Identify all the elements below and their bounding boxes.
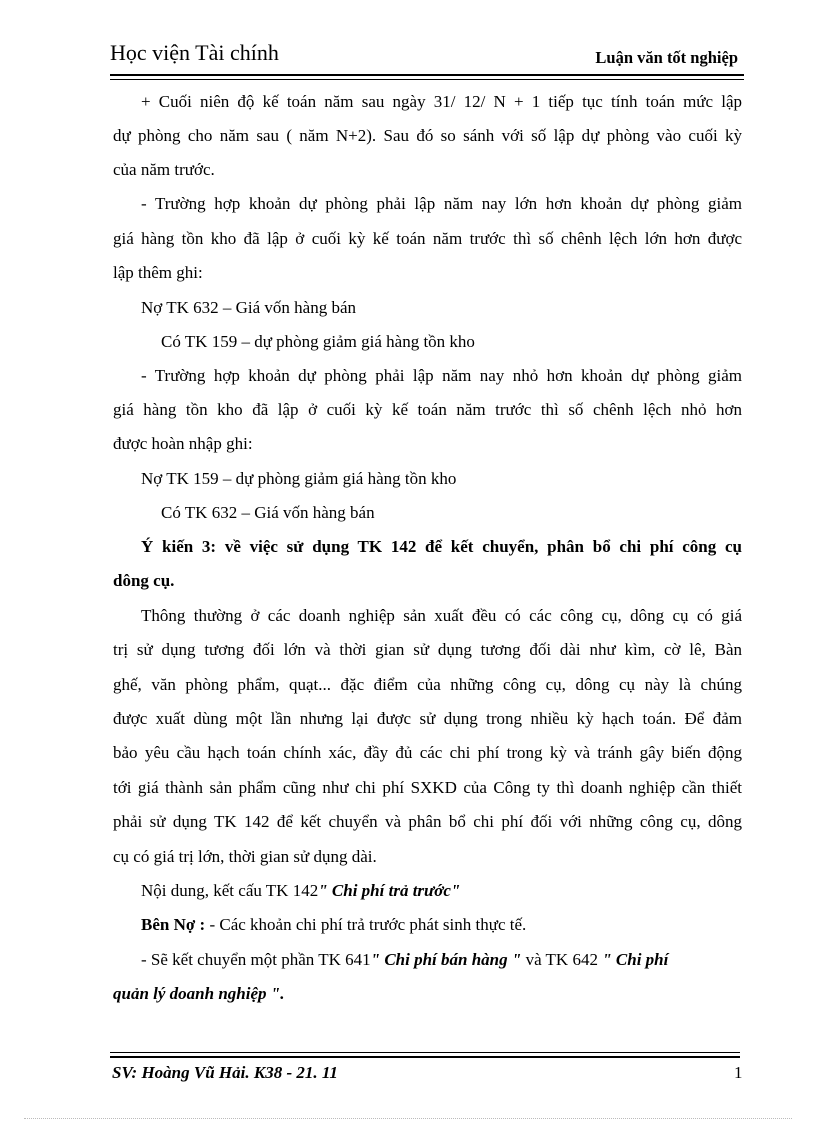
account-name: " Chi phí trả trước": [318, 881, 461, 900]
account-structure-line: [141, 879, 770, 903]
paragraph-line: + Cuối niên độ kế toán năm sau ngày 31/ 12/ N + 1 tiếp tục tính toán mức lập: [141, 92, 742, 111]
paragraph-line: giá hàng tồn kho đã lập ở cuối kỳ kế toán năm trước thì số chênh lệch lớn hơn được: [113, 229, 742, 248]
transfer-text: - Sẽ kết chuyển một phần TK 641: [141, 950, 371, 969]
debit-side-line: [141, 913, 770, 937]
page-edge-divider: [24, 1118, 792, 1119]
paragraph-line: được hoàn nhập ghi:: [113, 434, 253, 453]
section-heading-cont: dông cụ.: [113, 571, 175, 590]
journal-entry-debit: Nợ TK 159 – dự phòng giảm giá hàng tồn kho: [141, 469, 457, 488]
paragraph-line: - Trường hợp khoản dự phòng phải lập năm nay nhỏ hơn khoản dự phòng giảm: [141, 366, 742, 385]
page-number: 1: [734, 1063, 743, 1082]
transfer-line: [141, 948, 742, 972]
journal-entry-debit: Nợ TK 632 – Giá vốn hàng bán: [141, 298, 357, 317]
footer-rule-thin: [110, 1052, 740, 1053]
journal-entry-credit: Có TK 159 – dự phòng giảm giá hàng tồn kho: [161, 332, 475, 351]
paragraph-line: ghế, văn phòng phẩm, quạt... đặc điểm của những công cụ, dông cụ này là chúng: [113, 675, 742, 694]
paragraph-line: phải sử dụng TK 142 để kết chuyển và phân bổ chi phí đối với những công cụ, dông: [113, 812, 742, 831]
paragraph-line: Thông thường ở các doanh nghiệp sản xuất đều có các công cụ, dông cụ có giá: [141, 606, 742, 625]
section-heading: Ý kiến 3: về việc sử dụng TK 142 để kết chuyển, phân bổ chi phí công cụ: [141, 537, 742, 556]
paragraph-line: giá hàng tồn kho đã lập ở cuối kỳ kế toán năm trước thì số chênh lệch nhỏ hơn: [113, 400, 742, 419]
header-document-type: Luận văn tốt nghiệp: [595, 48, 738, 67]
header-rule-thin: [110, 79, 744, 80]
paragraph-line: được xuất dùng một lần nhưng lại được sử dụng trong nhiều kỳ hạch toán. Để đảm: [113, 709, 742, 728]
account-641-name: " Chi phí bán hàng ": [370, 950, 522, 969]
paragraph-line: dự phòng cho năm sau ( năm N+2). Sau đó so sánh với số lập dự phòng vào cuối kỳ: [113, 126, 742, 145]
account-642-name-cont: quản lý doanh nghiệp ".: [113, 984, 285, 1003]
paragraph-line: lập thêm ghi:: [113, 263, 203, 282]
paragraph-line: tới giá thành sản phẩm cũng như chi phí SXKD của Công ty thì doanh nghiệp cần thiết: [113, 778, 742, 797]
header-row: [110, 40, 742, 72]
paragraph-line: trị sử dụng tương đối lớn và thời gian sử dụng tương đối dài như kìm, cờ lê, Bàn: [113, 640, 742, 659]
transfer-and-text: và TK 642: [521, 950, 603, 969]
debit-side-label: Bên Nợ :: [141, 915, 206, 934]
account-642-name: " Chi phí: [602, 950, 669, 969]
account-structure-label: Nội dung, kết cấu TK 142: [141, 881, 319, 900]
debit-side-text: - Các khoản chi phí trả trước phát sinh thực tế.: [205, 915, 527, 934]
paragraph-line: cụ có giá trị lớn, thời gian sử dụng dài.: [113, 847, 377, 866]
header-institution: Học viện Tài chính: [110, 40, 279, 65]
journal-entry-credit: Có TK 632 – Giá vốn hàng bán: [161, 503, 375, 522]
paragraph-line: - Trường hợp khoản dự phòng phải lập năm nay lớn hơn khoản dự phòng giảm: [141, 194, 742, 213]
paragraph-line: bảo yêu cầu hạch toán chính xác, đầy đủ các chi phí trong kỳ và tránh gây biến động: [113, 743, 742, 762]
footer-rule-thick: [110, 1056, 740, 1058]
header-rule-thick: [110, 74, 744, 76]
footer-student-info: SV: Hoàng Vũ Hải. K38 - 21. 11: [112, 1063, 338, 1082]
paragraph-line: của năm trước.: [113, 160, 215, 179]
